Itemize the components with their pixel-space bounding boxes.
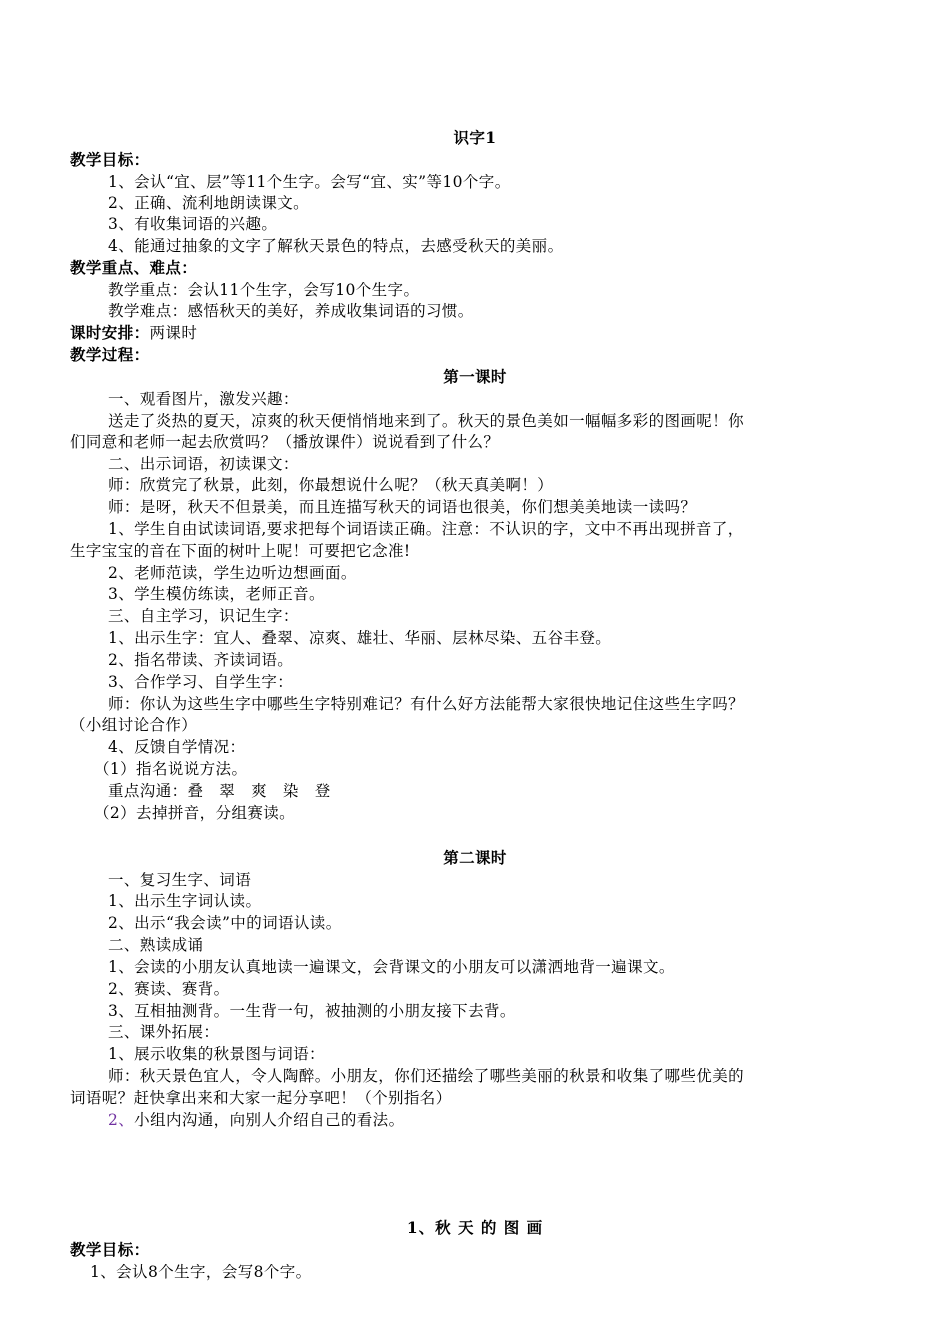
period1-line: 送走了炎热的夏天，凉爽的秋天便悄悄地来到了。秋天的景色美如一幅幅多彩的图画呢！你: [108, 412, 745, 430]
period2-last-text: 小组内沟通，向别人介绍自己的看法。: [134, 1111, 405, 1129]
period2-line: 三、课外拓展：: [108, 1023, 220, 1041]
period1-line: 3、学生模仿练读，老师正音。: [108, 585, 325, 603]
period2-line: 师：秋天景色宜人，令人陶醉。小朋友，你们还描绘了哪些美丽的秋景和收集了哪些优美的: [108, 1067, 745, 1085]
period1-title: 第一课时: [443, 367, 507, 386]
period1-line: 4、反馈自学情况：: [108, 738, 246, 756]
period2-line: 二、熟读成诵: [108, 936, 204, 954]
lesson-title: 识字1: [453, 128, 497, 147]
goals-heading: 教学目标：: [70, 150, 150, 169]
period1-line: 二、出示词语，初读课文：: [108, 455, 299, 473]
next-goal-line: 1、会认8个生字，会写8个字。: [90, 1263, 312, 1281]
period1-line: 2、老师范读，学生边听边想画面。: [108, 564, 357, 582]
period1-line: 们同意和老师一起去欣赏吗？（播放课件）说说看到了什么？: [70, 433, 500, 451]
period1-line: 1、出示生字：宜人、叠翠、凉爽、雄壮、华丽、层林尽染、五谷丰登。: [108, 629, 612, 647]
period2-line: 1、展示收集的秋景图与词语：: [108, 1045, 325, 1063]
period2-line: 2、出示“我会读”中的词语认读。: [108, 914, 342, 932]
key-point-line: 教学难点：感悟秋天的美好，养成收集词语的习惯。: [108, 302, 474, 320]
period1-line: 师：欣赏完了秋景，此刻，你最想说什么呢？（秋天真美啊！）: [108, 476, 554, 494]
period2-line: 一、复习生字、词语: [108, 871, 252, 889]
period2-title: 第二课时: [443, 848, 507, 867]
schedule-label: 课时安排：: [70, 323, 150, 342]
period2-line: 1、会读的小朋友认真地读一遍课文，会背课文的小朋友可以潇洒地背一遍课文。: [108, 958, 675, 976]
period2-line: 3、互相抽测背。一生背一句，被抽测的小朋友接下去背。: [108, 1002, 516, 1020]
period1-line: 生字宝宝的音在下面的树叶上呢！可要把它念准!: [70, 542, 411, 560]
goal-line: 1、会认“宜、层”等11个生字。会写“宜、实”等10个字。: [108, 173, 511, 191]
period1-line: 3、合作学习、自学生字：: [108, 673, 294, 691]
next-goals-heading: 教学目标：: [70, 1240, 150, 1259]
period2-line: 2、赛读、赛背。: [108, 980, 230, 998]
period1-line: （2）去掉拼音，分组赛读。: [94, 804, 296, 822]
process-heading: 教学过程：: [70, 345, 150, 364]
goal-line: 2、正确、流利地朗读课文。: [108, 194, 310, 212]
period1-line: （1）指名说说方法。: [94, 760, 248, 778]
goal-line: 3、有收集词语的兴趣。: [108, 215, 278, 233]
period1-line: 2、指名带读、齐读词语。: [108, 651, 294, 669]
schedule-value: 两课时: [149, 324, 198, 342]
period1-line: 师：是呀，秋天不但景美，而且连描写秋天的词语也很美，你们想美美地读一读吗？: [108, 498, 697, 516]
period2-line: 1、出示生字词认读。: [108, 892, 262, 910]
period1-line: （小组讨论合作）: [70, 716, 198, 734]
key-points-heading: 教学重点、难点：: [70, 258, 198, 277]
key-point-line: 教学重点：会认11个生字，会写10个生字。: [108, 281, 420, 299]
period1-line: 1、学生自由试读词语,要求把每个词语读正确。注意：不认识的字，文中不再出现拼音了，: [108, 520, 744, 538]
period1-line: 师：你认为这些生字中哪些生字特别难记？有什么好方法能帮大家很快地记住这些生字吗？: [108, 695, 745, 713]
period1-line: 三、自主学习，识记生字：: [108, 607, 299, 625]
period2-line: [108, 1110, 404, 1132]
goal-line: 4、能通过抽象的文字了解秋天景色的特点，去感受秋天的美丽。: [108, 237, 564, 255]
schedule-line: [70, 323, 197, 345]
period1-line: 一、观看图片，激发兴趣：: [108, 390, 299, 408]
next-lesson-title: 1、秋 天 的 图 画: [406, 1218, 544, 1237]
period2-line: 词语呢？赶快拿出来和大家一起分享吧！（个别指名）: [70, 1089, 452, 1107]
period1-line: 重点沟通：叠 翠 爽 染 登: [108, 782, 331, 800]
purple-list-number: 2、: [108, 1111, 135, 1129]
